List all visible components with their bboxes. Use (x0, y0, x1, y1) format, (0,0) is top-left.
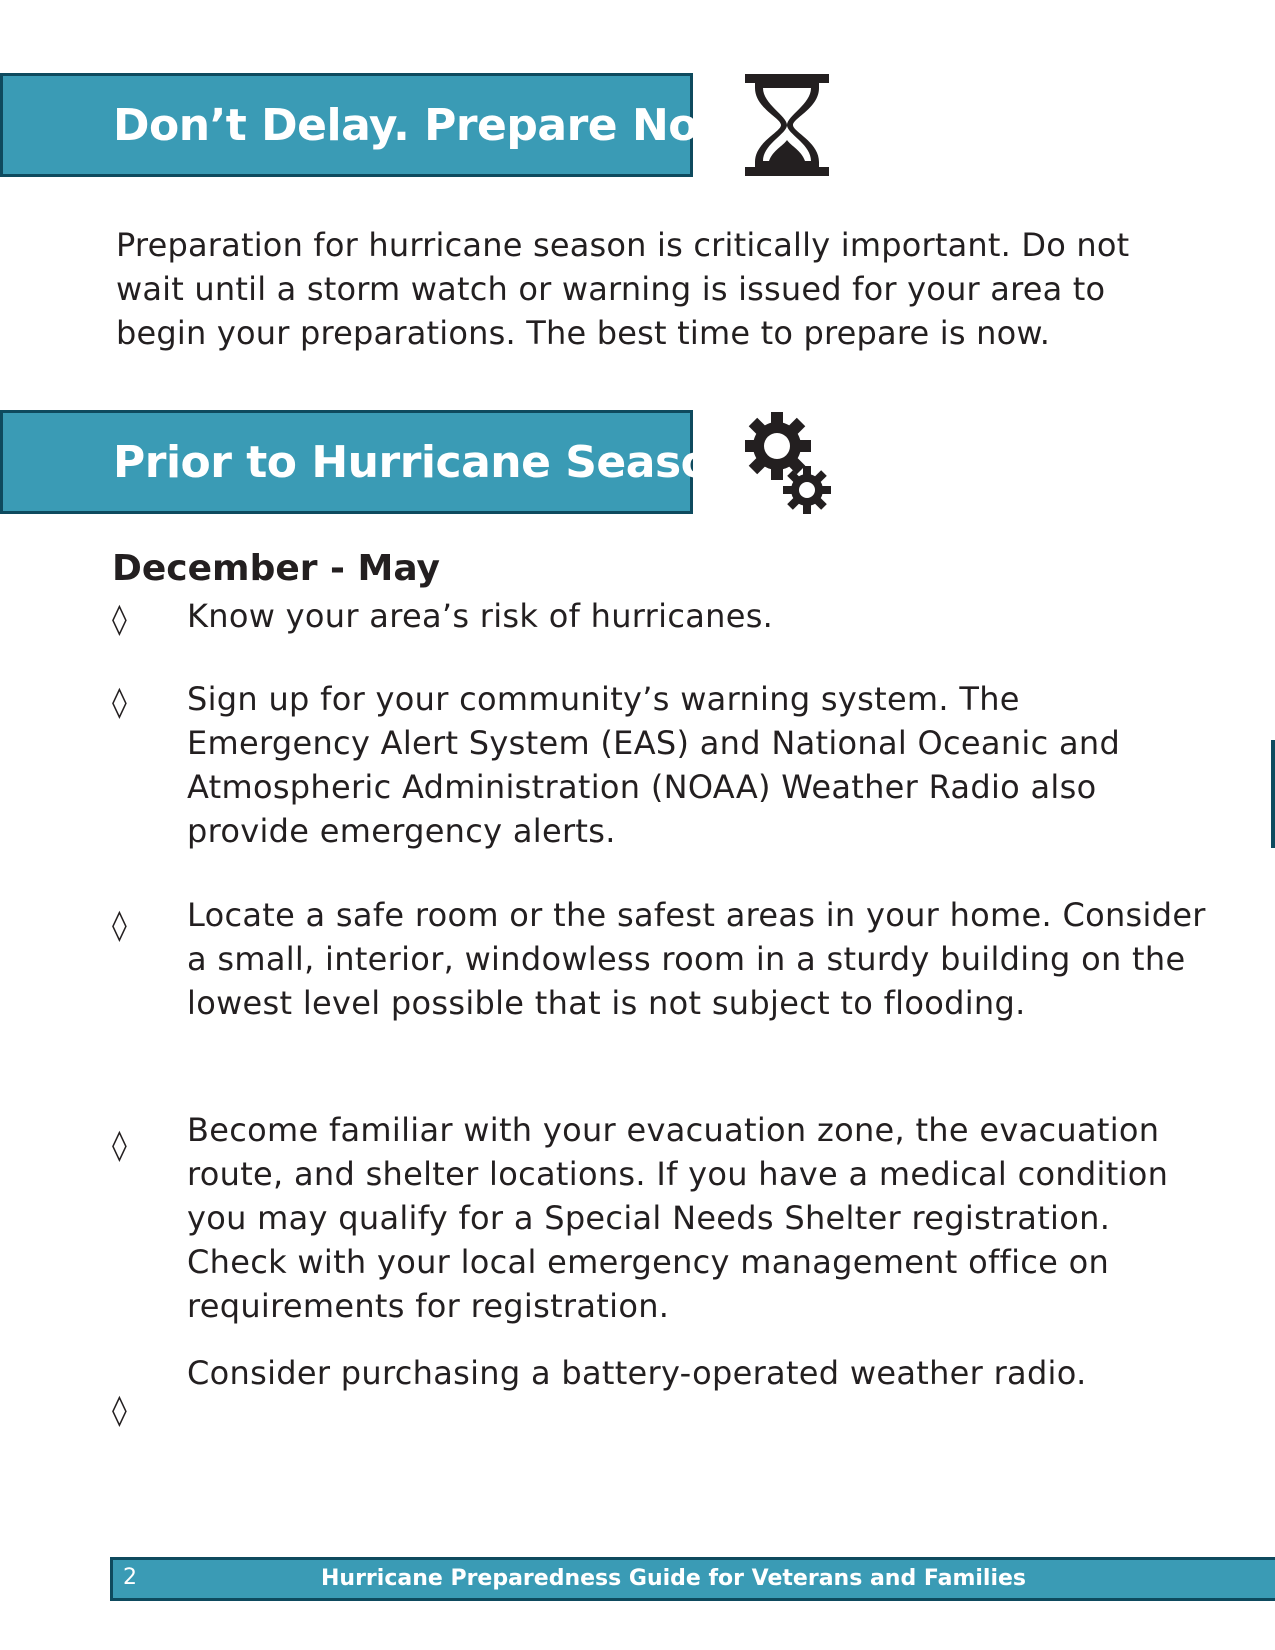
diamond-bullet-icon: ◊ (112, 908, 127, 943)
footer-title: Hurricane Preparedness Guide for Veterans and Families (321, 1566, 1027, 1591)
section-title: Prior to Hurricane Season (113, 436, 742, 488)
diamond-bullet-icon: ◊ (112, 602, 127, 637)
page-number: 2 (123, 1565, 137, 1590)
diamond-bullet-icon: ◊ (112, 1393, 127, 1428)
section-title: Don’t Delay. Prepare Now (113, 99, 739, 151)
subheading-date-range: December - May (112, 548, 440, 589)
section-banner-prepare-now (0, 73, 739, 177)
intro-paragraph: Preparation for hurricane season is critically important. Do not wait until a storm watch or warning is issued for your area to begin your preparations. The best time to prepare is now. (116, 226, 1130, 352)
list-item-text: Consider purchasing a battery-operated weather radio. (187, 1354, 1087, 1392)
gears-icon (745, 412, 831, 520)
hourglass-icon (745, 74, 829, 180)
page-footer (110, 1557, 1275, 1601)
section-banner-prior-season (0, 410, 742, 514)
list-item-text: Know your area’s risk of hurricanes. (187, 597, 774, 635)
page-edge-marker (1271, 740, 1275, 848)
list-item-text: Become familiar with your evacuation zone, the evacuation route, and shelter locations. If you have a medical condition you may qualify for a Special Needs Shelter registration. Check with your local emergency management office on requirements for registration. (187, 1111, 1169, 1325)
list-item-text: Locate a safe room or the safest areas in your home. Consider a small, interior, windowless room in a sturdy building on the lowest level possible that is not subject to flooding. (187, 896, 1206, 1022)
diamond-bullet-icon: ◊ (112, 1128, 127, 1163)
diamond-bullet-icon: ◊ (112, 685, 127, 720)
list-item-text: Sign up for your community’s warning system. The Emergency Alert System (EAS) and National Oceanic and Atmospheric Administration (NOAA) Weather Radio also provide emergency alerts. (187, 680, 1121, 850)
